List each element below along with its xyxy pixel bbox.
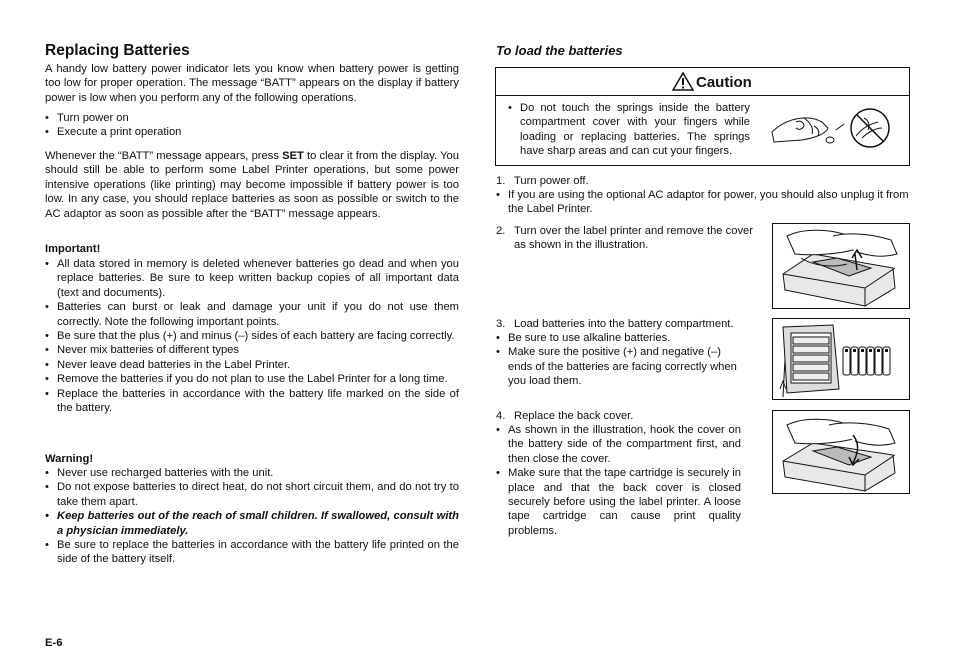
operations-list xyxy=(45,111,459,140)
list-item: • If you are using the optional AC adaptor for power, you should also unplug it from the Label Printer. xyxy=(496,188,910,217)
list-item: • As shown in the illustration, hook the cover on the battery side of the compartment first, and then close the cover. xyxy=(496,423,741,466)
caution-text: • Do not touch the springs inside the battery compartment cover with your fingers while loading or replacing batteries. The springs have sharp areas and can cut your fingers. xyxy=(508,101,750,159)
intro-paragraph: A handy low battery power indicator lets you know when battery power is getting too low for proper operation. The message “BATT” appears on the display if battery power is low when you perform any of the following operations. xyxy=(45,63,459,104)
step-1-notes xyxy=(496,188,910,217)
warning-list xyxy=(45,466,459,567)
step-3-notes xyxy=(496,331,746,389)
step-text: Turn over the label printer and remove the cover as shown in the illustration. xyxy=(514,225,753,252)
step-number: 1. xyxy=(496,175,506,187)
no-touch-spring-illustration xyxy=(766,104,894,158)
batt-text-2: to clear it from the display. You should still be able to perform some Label Printer operations, but some power intensive operations (like printing) may become impossible if battery power is too low. In any case, you should replace batteries as soon as possible or switch to the AC adaptor as soon as possible after the “BATT” message appears. xyxy=(45,150,459,220)
step-text: Replace the back cover. xyxy=(514,410,634,422)
list-item: • Do not expose batteries to direct heat, do not short circuit them, and do not try to take them apart. xyxy=(45,480,459,509)
list-item: • Never mix batteries of different types xyxy=(45,343,459,357)
subsection-title: To load the batteries xyxy=(496,43,623,58)
list-item: • Make sure that the tape cartridge is securely in place and that the back cover is closed securely before using the label printer. A loose tape cartridge can cause print quality problems. xyxy=(496,466,741,538)
step-4 xyxy=(496,409,761,423)
important-list xyxy=(45,257,459,415)
batt-paragraph xyxy=(45,149,459,221)
step-number: 2. xyxy=(496,225,506,237)
step-4-notes xyxy=(496,423,741,538)
list-item: • Remove the batteries if you do not plan to use the Label Printer for a long time. xyxy=(45,372,459,386)
warning-triangle-icon xyxy=(672,72,694,96)
list-item: • Replace the batteries in accordance with the battery life marked on the side of the battery. xyxy=(45,387,459,416)
important-heading: Important! xyxy=(45,243,101,255)
list-item: • Keep batteries out of the reach of small children. If swallowed, consult with a physician immediately. xyxy=(45,509,459,538)
list-item: • Never use recharged batteries with the unit. xyxy=(45,466,459,480)
step-3 xyxy=(496,317,761,331)
list-item: • Batteries can burst or leak and damage your unit if you do not use them correctly. Note the following important points. xyxy=(45,300,459,329)
section-title: Replacing Batteries xyxy=(45,42,190,59)
warning-heading: Warning! xyxy=(45,453,94,465)
step-number: 3. xyxy=(496,318,506,330)
batt-text-1: Whenever the “BATT” message appears, press xyxy=(45,150,283,162)
list-item: • Make sure the positive (+) and negative (–) ends of the batteries are facing correctly when you load them. xyxy=(496,345,746,388)
step-1 xyxy=(496,174,910,188)
list-item: • All data stored in memory is deleted whenever batteries go dead and when you replace batteries. Be sure to keep written backup copies of all important data (text and documents). xyxy=(45,257,459,300)
replace-cover-illustration xyxy=(772,410,910,494)
list-item: • Be sure that the plus (+) and minus (–) sides of each battery are facing correctly. xyxy=(45,329,459,343)
list-item: • Execute a print operation xyxy=(45,125,459,139)
list-item: • Be sure to use alkaline batteries. xyxy=(496,331,746,345)
list-item: • Turn power on xyxy=(45,111,459,125)
step-text: Load batteries into the battery compartment. xyxy=(514,318,734,330)
step-2 xyxy=(496,224,761,253)
list-item: • Never leave dead batteries in the Label Printer. xyxy=(45,358,459,372)
remove-cover-illustration xyxy=(772,223,910,309)
step-text: Turn power off. xyxy=(514,175,589,187)
step-number: 4. xyxy=(496,410,506,422)
caution-header xyxy=(496,68,909,96)
caution-box xyxy=(495,67,910,166)
page-number: E-6 xyxy=(45,637,63,649)
battery-compartment-illustration xyxy=(772,318,910,400)
caution-title: Caution xyxy=(696,74,752,91)
set-key-label: SET xyxy=(282,150,304,162)
caution-list xyxy=(508,101,750,159)
list-item: • Be sure to replace the batteries in accordance with the battery life printed on the side of the battery itself. xyxy=(45,538,459,567)
